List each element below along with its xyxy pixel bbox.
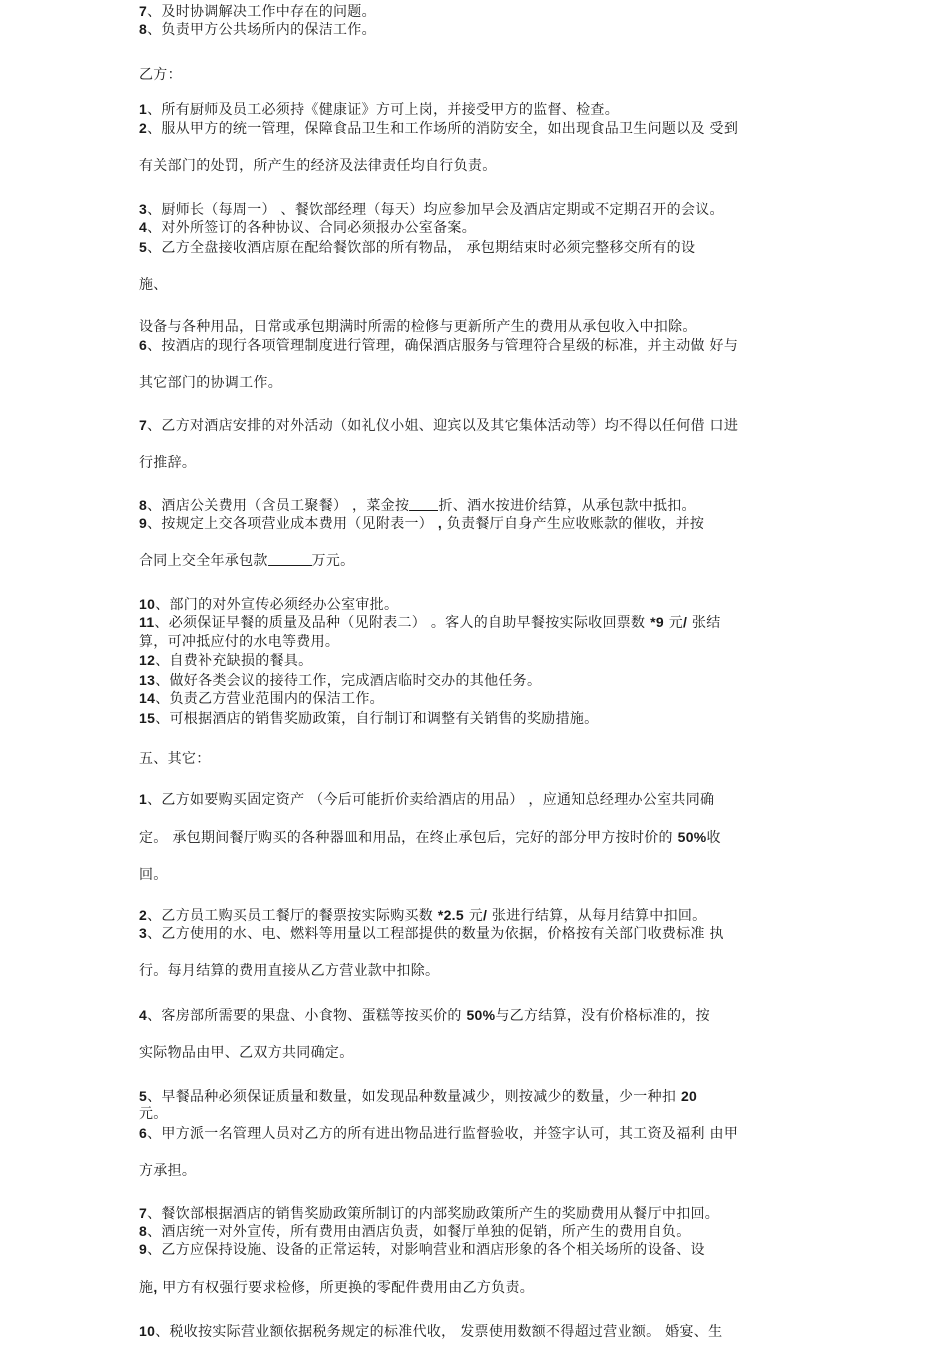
item-number: 10 (139, 596, 156, 612)
text-line (139, 750, 211, 768)
text-line (139, 924, 724, 943)
line-text: 施、 (139, 277, 168, 293)
item-number: 2 (139, 907, 148, 923)
line-text: 、乙方如要购买固定资产 （今后可能折价卖给酒店的用品） ，应通知总经理办公室共同确 (147, 792, 715, 808)
line-text: 、自费补充缺损的餐具。 (155, 653, 313, 669)
item-number: 10 (139, 1323, 156, 1339)
item-number: 9 (139, 1241, 148, 1257)
text-line (139, 613, 721, 632)
line-text-cont: 收 (706, 830, 721, 846)
bold-value: / (683, 614, 688, 630)
line-text: 合同上交全年承包款 (139, 553, 268, 569)
item-number: 8 (139, 497, 148, 513)
bold-value: / (483, 907, 488, 923)
line-text: 、餐饮部根据酒店的销售奖励政策所制订的内部奖励政策所产生的奖励费用从餐厅中扣回。 (147, 1206, 720, 1222)
text-line (139, 1162, 196, 1180)
text-line (139, 218, 476, 237)
line-text-cont: 元 (663, 615, 684, 631)
text-line (139, 454, 196, 472)
line-text: 、厨师长（每周一） 、餐饮部经理（每天）均应参加早会及酒店定期或不定期召开的会议。 (147, 202, 724, 218)
line-text: 、部门的对外宣传必须经办公室审批。 (155, 597, 399, 613)
line-text: 、必须保证早餐的质量及品种（见附表二） 。客人的自助早餐按实际收回票数 (154, 615, 651, 631)
item-number: 6 (139, 337, 148, 353)
fill-in-blank (409, 497, 438, 511)
text-line (139, 157, 497, 175)
text-line (139, 20, 376, 39)
line-text: 、乙方全盘接收酒店原在配给餐饮部的所有物品， 承包期结束时必须完整移交所有的设 (147, 240, 696, 256)
text-line (139, 66, 182, 84)
item-number: 6 (139, 1125, 148, 1141)
item-number: 4 (139, 219, 148, 235)
item-number: 12 (139, 652, 156, 668)
bold-value: 50% (677, 829, 707, 845)
line-text: 、可根据酒店的销售奖励政策，自行制订和调整有关销售的奖励措施。 (155, 711, 599, 727)
line-text-cont: 万元。 (311, 553, 355, 569)
text-line (139, 318, 697, 336)
item-number: 8 (139, 21, 148, 37)
text-line (139, 1278, 534, 1297)
line-text: 、客房部所需要的果盘、小食物、蛋糕等按买价的 (147, 1008, 467, 1024)
item-number: 1 (139, 791, 148, 807)
text-line (139, 552, 354, 570)
item-number: 3 (139, 201, 148, 217)
line-text: 、对外所签订的各种协议、合同必须报办公室备案。 (147, 220, 476, 236)
line-text: 回。 (139, 867, 168, 883)
line-text-cont: 张进行结算，从每月结算中扣回。 (487, 908, 707, 924)
line-text: 方承担。 (139, 1163, 197, 1179)
line-text: 、及时协调解决工作中存在的问题。 (147, 4, 376, 20)
line-text: 施 (139, 1280, 154, 1296)
text-line (139, 1204, 719, 1223)
line-text: 、早餐品种必须保证质量和数量，如发现品种数量减少，则按减少的数量，少一种扣 (147, 1089, 681, 1105)
item-number: 13 (139, 672, 156, 688)
line-text: 、负责甲方公共场所内的保洁工作。 (147, 22, 376, 38)
text-line (139, 2, 376, 21)
line-text-cont: 张结 (687, 615, 721, 631)
item-number: 1 (139, 101, 148, 117)
text-line (139, 1240, 705, 1259)
item-number: 14 (139, 690, 156, 706)
text-line (139, 276, 168, 294)
item-number: 5 (139, 1088, 148, 1104)
item-number: 2 (139, 120, 148, 136)
bold-value: *2.5 (437, 907, 464, 923)
text-line (139, 651, 313, 670)
text-line (139, 416, 738, 435)
line-text: 、做好各类会议的接待工作，完成酒店临时交办的其他任务。 (155, 673, 542, 689)
bold-value: , (437, 515, 443, 531)
item-number: 4 (139, 1007, 148, 1023)
item-number: 8 (139, 1223, 148, 1239)
text-line (139, 1322, 722, 1341)
text-line (139, 790, 714, 809)
text-line (139, 100, 619, 119)
line-text-cont: 与乙方结算，没有价格标准的，按 (495, 1008, 710, 1024)
bold-value: *9 (650, 614, 664, 630)
text-line (139, 374, 282, 392)
text-line (139, 828, 721, 847)
line-text: 算，可冲抵应付的水电等费用。 (139, 634, 340, 650)
item-number: 15 (139, 710, 156, 726)
line-text: 、酒店公关费用（含员工聚餐） ，菜金按 (147, 498, 410, 514)
text-line (139, 906, 706, 925)
item-number: 5 (139, 239, 148, 255)
line-text: 行。每月结算的费用直接从乙方营业款中扣除。 (139, 963, 440, 979)
text-line (139, 671, 541, 690)
line-text: 有关部门的处罚，所产生的经济及法律责任均自行负责。 (139, 158, 497, 174)
bold-value: , (153, 1279, 158, 1295)
line-text-cont: 元 (463, 908, 484, 924)
bold-value: 20 (680, 1088, 698, 1104)
line-text: 、乙方员工购买员工餐厅的餐票按实际购买数 (147, 908, 438, 924)
text-line (139, 1124, 738, 1143)
fill-in-blank (268, 552, 312, 566)
item-number: 7 (139, 1205, 148, 1221)
line-text: 、乙方使用的水、电、燃料等用量以工程部提供的数量为依据，价格按有关部门收费标准 执 (147, 926, 724, 942)
line-text-cont: 负责餐厅自身产生应收账款的催收，并按 (442, 516, 705, 532)
line-text: 实际物品由甲、乙双方共同确定。 (139, 1045, 354, 1061)
text-line (139, 709, 599, 728)
line-text: 其它部门的协调工作。 (139, 375, 282, 391)
text-line (139, 514, 704, 533)
text-line (139, 689, 384, 708)
line-text: 、负责乙方营业范围内的保洁工作。 (155, 691, 384, 707)
text-line (139, 595, 398, 614)
text-line (139, 1087, 697, 1106)
item-number: 3 (139, 925, 148, 941)
bold-value: 50% (466, 1007, 496, 1023)
line-text: 、按酒店的现行各项管理制度进行管理，确保酒店服务与管理符合星级的标准，并主动做 好与 (147, 338, 739, 354)
item-number: 9 (139, 515, 148, 531)
text-line (139, 866, 168, 884)
line-text: 、酒店统一对外宣传，所有费用由酒店负责，如餐厅单独的促销，所产生的费用自负。 (147, 1224, 691, 1240)
line-text: 、乙方应保持设施、设备的正常运转，对影响营业和酒店形象的各个相关场所的设备、设 (147, 1242, 705, 1258)
line-text-cont: 甲方有权强行要求检修，所更换的零配件费用由乙方负责。 (157, 1280, 535, 1296)
item-number: 11 (139, 614, 155, 630)
text-line (139, 119, 738, 138)
line-text: 、甲方派一名管理人员对乙方的所有进出物品进行监督验收，并签字认可，其工资及福利 由甲 (147, 1126, 739, 1142)
text-line (139, 1105, 168, 1123)
line-text: 、按规定上交各项营业成本费用（见附表一） (147, 516, 438, 532)
line-text: 定。 承包期间餐厅购买的各种器皿和用品，在终止承包后，完好的部分甲方按时价的 (139, 830, 678, 846)
text-line (139, 1006, 710, 1025)
text-line (139, 962, 439, 980)
line-text: 设备与各种用品，日常或承包期满时所需的检修与更新所产生的费用从承包收入中扣除。 (139, 319, 697, 335)
text-line (139, 238, 695, 257)
line-text: 、乙方对酒店安排的对外活动（如礼仪小姐、迎宾以及其它集体活动等）均不得以任何借 口进 (147, 418, 739, 434)
line-text: 五、其它： (139, 751, 211, 767)
item-number: 7 (139, 417, 148, 433)
text-line (139, 200, 724, 219)
text-line (139, 1222, 691, 1241)
line-text: 、所有厨师及员工必须持《健康证》方可上岗，并接受甲方的监督、检查。 (147, 102, 619, 118)
text-line (139, 336, 738, 355)
line-text: 行推辞。 (139, 455, 197, 471)
line-text: 、税收按实际营业额依据税务规定的标准代收， 发票使用数额不得超过营业额。 婚宴、生 (155, 1324, 723, 1340)
item-number: 7 (139, 3, 148, 19)
text-line (139, 633, 339, 651)
line-text: 乙方： (139, 67, 182, 83)
line-text-cont: 折、酒水按进价结算，从承包款中抵扣。 (438, 498, 696, 514)
text-line (139, 1044, 354, 1062)
text-line (139, 496, 696, 515)
line-text: 、服从甲方的统一管理，保障食品卫生和工作场所的消防安全，如出现食品卫生问题以及 受到 (147, 121, 739, 137)
line-text: 元。 (139, 1106, 168, 1122)
